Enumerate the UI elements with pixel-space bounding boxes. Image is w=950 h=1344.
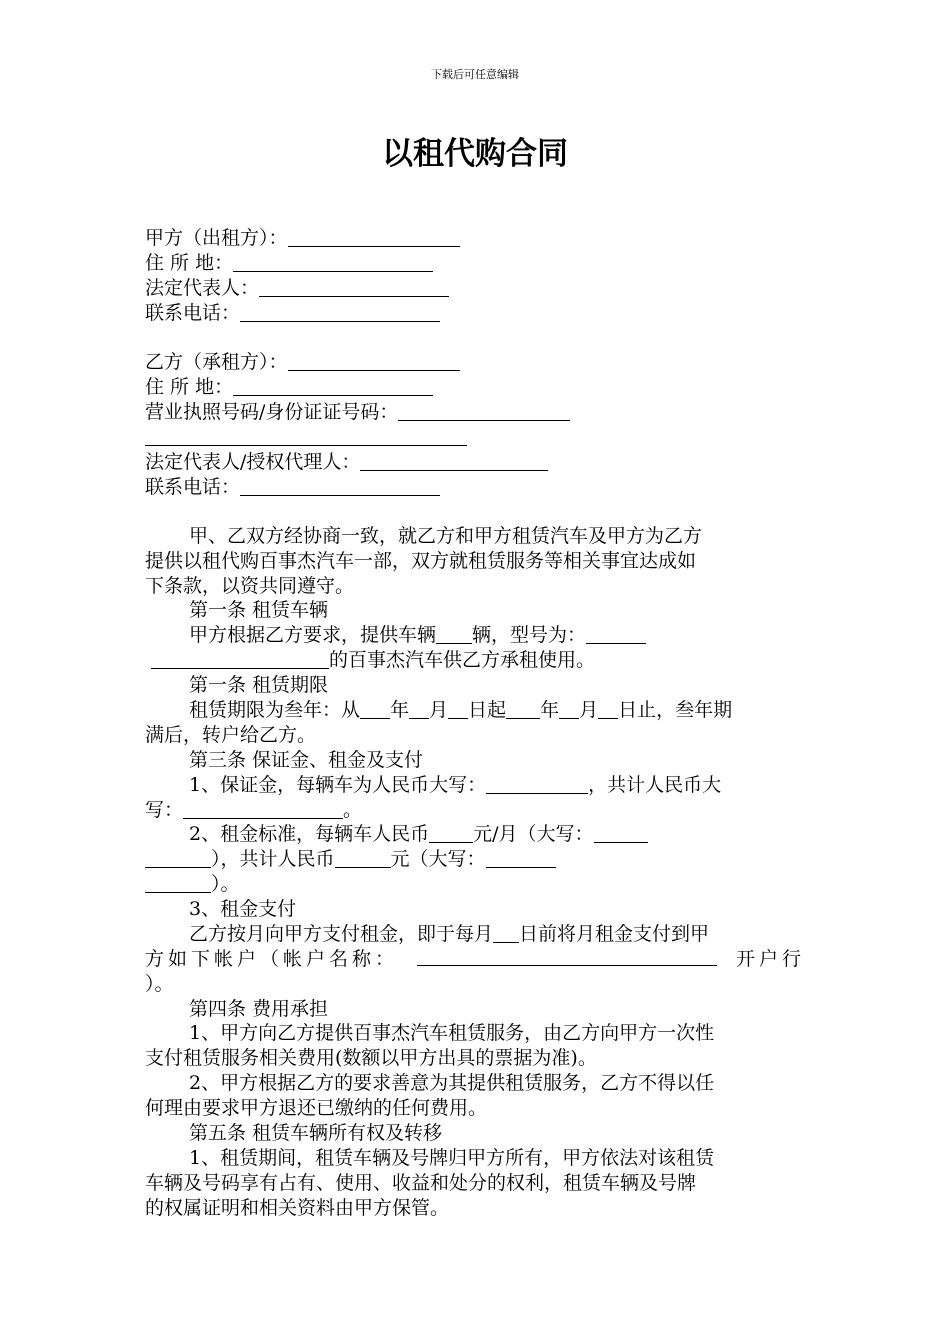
term-text-day-1: 日起	[468, 699, 507, 721]
party-a-line	[145, 226, 460, 250]
term-text-day-2: 日止，叁年期	[618, 699, 733, 721]
party-a-legal-rep-line	[145, 276, 449, 300]
payment-text-d: 开户行	[735, 948, 805, 970]
term-text-from: 租赁期限为叁年：从	[189, 699, 361, 721]
model-blank	[586, 625, 646, 644]
term-text-year-2: 年	[540, 699, 560, 721]
deposit-total-blank	[183, 800, 343, 819]
payment-text-a: 乙方按月向甲方支付租金，即于每月	[189, 923, 494, 945]
payment-line-1	[189, 922, 709, 946]
rent-text-b: 元/月（大写：	[473, 823, 594, 845]
party-a-address-line	[145, 251, 433, 275]
article-2-line-1	[189, 698, 732, 722]
start-month-blank	[409, 700, 429, 719]
party-b-agent-blank	[360, 452, 548, 471]
rent-text-d: 元（大写：	[390, 848, 486, 870]
end-year-blank	[506, 700, 540, 719]
intro-line-1: 甲、乙双方经协商一致，就乙方和甲方租赁汽车及甲方为乙方	[189, 525, 703, 547]
start-year-blank	[360, 700, 390, 719]
rent-total-words-blank-2	[145, 874, 211, 893]
deposit-text-a: 1、保证金，每辆车为人民币大写：	[189, 774, 487, 796]
party-b-license-blank	[398, 402, 570, 421]
article-4-item-2-line-1: 2、甲方根据乙方的要求善意为其提供租赁服务，乙方不得以任	[189, 1072, 715, 1094]
party-a-label: 甲方（出租方）：	[145, 227, 288, 249]
intro-line-3: 下条款，以资共同遵守。	[145, 575, 355, 597]
end-month-blank	[559, 700, 579, 719]
party-b-license-line	[145, 400, 570, 424]
term-text-month-2: 月	[579, 699, 599, 721]
party-a-address-blank	[233, 253, 433, 272]
rent-text-a: 2、租金标准，每辆车人民币	[189, 823, 430, 845]
payment-text-b: 日前将月租金支付到甲	[519, 923, 710, 945]
article-5-item-1-line-2: 车辆及号码享有占有、使用、收益和处分的权利，租赁车辆及号牌	[145, 1172, 697, 1194]
article-4-heading: 第四条 费用承担	[189, 998, 329, 1020]
article-5-heading: 第五条 租赁车辆所有权及转移	[189, 1122, 443, 1144]
party-b-label: 乙方（承租方）：	[145, 351, 288, 373]
payment-day-blank	[493, 924, 519, 943]
article-3-heading: 第三条 保证金、租金及支付	[189, 749, 424, 771]
deposit-text-c: 写：	[145, 799, 184, 821]
payment-line-2	[145, 947, 805, 971]
party-b-phone-line	[145, 475, 440, 499]
model-blank-2	[151, 650, 329, 669]
article-5-item-1-line-3: 的权属证明和相关资料由甲方保管。	[145, 1197, 450, 1219]
party-b-phone-blank	[240, 477, 440, 496]
term-text-month-1: 月	[429, 699, 449, 721]
party-b-license-label: 营业执照号码/身份证证号码：	[145, 401, 399, 423]
deposit-blank	[486, 775, 588, 794]
rent-words-blank	[594, 824, 648, 843]
party-a-phone-line	[145, 301, 440, 325]
rent-text-e: ）。	[211, 873, 240, 895]
rent-line-3	[145, 872, 240, 896]
deposit-text-b: ，共计人民币大	[588, 774, 722, 796]
party-a-blank	[288, 228, 460, 247]
vehicle-count-blank	[436, 625, 472, 644]
party-b-line	[145, 350, 460, 374]
party-b-agent-label: 法定代表人/授权代理人：	[145, 451, 361, 473]
article-4-item-2-line-2: 何理由要求甲方退还已缴纳的任何费用。	[145, 1097, 488, 1119]
term-text-year-1: 年	[390, 699, 410, 721]
deposit-line-2	[145, 798, 362, 822]
party-a-legal-rep-label: 法定代表人：	[145, 277, 260, 299]
payment-heading: 3、租金支付	[189, 898, 297, 920]
rent-line-1	[189, 822, 648, 846]
party-b-agent-line	[145, 450, 548, 474]
deposit-text-d: 。	[343, 799, 363, 821]
article-1-text-c: 的百事杰汽车供乙方承租使用。	[329, 649, 596, 671]
party-a-phone-blank	[240, 303, 440, 322]
rent-total-words-blank	[486, 849, 556, 868]
rent-words-blank-2	[145, 849, 211, 868]
party-b-blank	[288, 352, 460, 371]
party-b-address-label: 住 所 地：	[145, 376, 234, 398]
article-1-line-1	[189, 623, 646, 647]
payment-line-3: ）。	[145, 973, 174, 995]
party-b-license-line-2	[145, 425, 467, 449]
deposit-line-1	[189, 773, 721, 797]
payment-text-c: 方如下帐户（帐户名称：	[145, 948, 399, 970]
start-day-blank	[448, 700, 468, 719]
party-b-license-blank-2	[145, 427, 467, 446]
article-5-item-1-line-1: 1、租赁期间，租赁车辆及号牌归甲方所有，甲方依法对该租赁	[189, 1147, 715, 1169]
party-a-legal-rep-blank	[259, 278, 449, 297]
article-1-text-a: 甲方根据乙方要求，提供车辆	[189, 624, 437, 646]
party-a-phone-label: 联系电话：	[145, 302, 241, 324]
article-2-heading: 第一条 租赁期限	[189, 674, 329, 696]
document-title: 以租代购合同	[382, 136, 568, 172]
rent-text-c: ），共计人民币	[211, 848, 335, 870]
rent-line-2	[145, 847, 556, 871]
account-name-blank	[417, 947, 717, 966]
article-1-line-2	[145, 648, 595, 672]
party-b-address-line	[145, 375, 433, 399]
rent-amount-blank	[429, 824, 473, 843]
article-2-line-2: 满后，转户给乙方。	[145, 724, 317, 746]
intro-line-2: 提供以租代购百事杰汽车一部，双方就租赁服务等相关事宜达成如	[145, 550, 697, 572]
party-a-address-label: 住 所 地：	[145, 252, 234, 274]
article-4-item-1-line-2: 支付租赁服务相关费用(数额以甲方出具的票据为准)。	[145, 1047, 597, 1069]
party-b-address-blank	[233, 377, 433, 396]
end-day-blank	[598, 700, 618, 719]
header-note: 下载后可任意编辑	[431, 68, 519, 81]
article-4-item-1-line-1: 1、甲方向乙方提供百事杰汽车租赁服务，由乙方向甲方一次性	[189, 1022, 715, 1044]
article-1-heading: 第一条 租赁车辆	[189, 599, 329, 621]
article-1-text-b: 辆，型号为：	[472, 624, 587, 646]
rent-total-blank	[335, 849, 391, 868]
party-b-phone-label: 联系电话：	[145, 476, 241, 498]
